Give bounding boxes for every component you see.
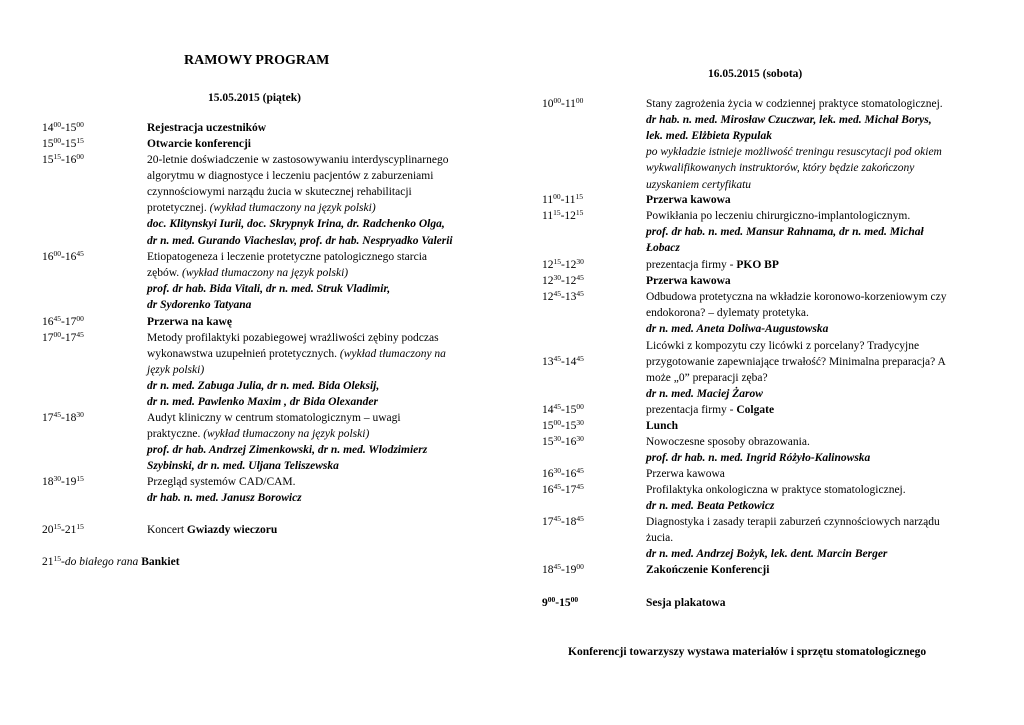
page-title: RAMOWY PROGRAM (184, 53, 330, 68)
start-hour: 18 (42, 476, 54, 488)
entry-text: protetycznej. (147, 202, 210, 215)
start-hour: 15 (542, 436, 554, 448)
end-hour: -19 (561, 564, 577, 576)
start-minutes: 00 (53, 330, 61, 339)
start-minutes: 15 (53, 554, 61, 563)
time-range (42, 121, 84, 137)
end-hour: -18 (61, 412, 77, 424)
entry-line: język polski) (147, 364, 205, 377)
time-range (42, 315, 84, 331)
entry-text: Koncert (147, 524, 187, 536)
start-hour: 10 (542, 98, 554, 110)
time-range (542, 483, 584, 499)
end-hour: -11 (560, 194, 576, 206)
entry-line: dr n. med. Gurando Viacheslav, prof. dr hab. Nespryadko Valerii (147, 234, 453, 247)
start-minutes: 45 (553, 514, 561, 523)
entry-highlight: PKO BP (736, 259, 779, 271)
entry-line: może „0” preparacji zęba? (646, 372, 768, 385)
entry-line: wykwalifikowanych instruktorów, który będzie zakończony (646, 162, 915, 175)
entry-line: dr hab. n. med. Janusz Borowicz (147, 492, 302, 505)
end-minutes: 30 (576, 434, 584, 443)
entry-line: Przegląd systemów CAD/CAM. (147, 476, 296, 488)
start-minutes: 45 (553, 354, 561, 364)
time-range (542, 435, 584, 451)
entry-line: Powikłania po leczeniu chirurgiczno-implantologicznym. (646, 210, 911, 222)
start-minutes: 45 (53, 410, 61, 419)
start-hour: 18 (542, 564, 554, 576)
entry-line: Odbudowa protetyczna na wkładzie koronowo-korzeniowym czy (646, 291, 947, 303)
exhibition-footer: Konferencji towarzyszy wystawa materiałów i sprzętu stomatologicznego (568, 646, 927, 658)
time-range (542, 563, 584, 579)
time-range (42, 250, 84, 266)
start-hour: 16 (542, 468, 554, 480)
start-minutes: 30 (553, 273, 561, 282)
end-hour: -13 (561, 291, 577, 303)
end-hour: -15 (561, 404, 577, 416)
start-minutes: 45 (553, 562, 561, 571)
entry-line: Diagnostyka i zasady terapii zaburzeń czynnościowych narządu (646, 516, 940, 528)
entry-line (646, 258, 779, 274)
end-minutes: 00 (576, 402, 584, 411)
end-minutes: 45 (76, 249, 84, 258)
end-minutes: 45 (576, 354, 584, 364)
start-hour: 15 (42, 154, 54, 166)
end-minutes: 30 (576, 418, 584, 427)
start-hour: 16 (42, 316, 54, 328)
start-minutes: 00 (553, 96, 561, 105)
entry-line: prof. dr hab. Andrzej Zimenkowski, dr n. med. Wlodzimierz (147, 444, 428, 457)
end-hour: -17 (61, 316, 77, 328)
entry-line: Metody profilaktyki pozabiegowej wrażliwości zębiny podczas (147, 332, 439, 344)
start-minutes: 30 (553, 466, 561, 475)
end-minutes: 15 (575, 208, 584, 217)
start-hour: 12 (542, 291, 554, 303)
time-range (542, 467, 584, 483)
start-minutes: 45 (53, 314, 61, 323)
end-hour: -18 (561, 516, 577, 528)
entry-text: prezentacja firmy - (646, 259, 737, 271)
time-range (542, 274, 584, 290)
entry-line: żucia. (646, 532, 674, 545)
start-minutes: 00 (553, 192, 561, 201)
start-hour: 21 (42, 556, 54, 568)
time-range (542, 290, 584, 306)
end-hour: -16 (561, 436, 577, 448)
end-hour: -15 (61, 122, 77, 134)
entry-line: dr n. med. Beata Petkowicz (646, 500, 775, 513)
entry-line: Przerwa kawowa (646, 275, 731, 287)
time-range (542, 97, 583, 113)
translation-note: (wykład tłumaczony na język polski) (182, 267, 349, 280)
banquet-note: -do białego rana (61, 556, 142, 568)
entry-line (147, 427, 369, 443)
start-hour: 14 (42, 122, 54, 134)
start-hour: 13 (542, 356, 554, 369)
end-minutes: 45 (576, 482, 584, 491)
time-range (542, 355, 584, 371)
start-hour: 17 (42, 332, 54, 344)
entry-highlight: Gwiazdy wieczoru (186, 524, 278, 536)
start-hour: 17 (542, 516, 554, 528)
entry-line: prof. dr hab. n. med. Mansur Rahnama, dr n. med. Michał (646, 226, 924, 239)
entry-line: Otwarcie konferencji (147, 138, 252, 150)
start-hour: 16 (42, 251, 54, 263)
end-hour: -16 (61, 154, 77, 166)
end-hour: -12 (561, 259, 577, 271)
entry-line: endokorona? – dylematy protetyka. (646, 307, 809, 320)
end-minutes: 15 (575, 192, 583, 201)
start-hour: 14 (542, 404, 554, 416)
entry-line: Przerwa kawowa (646, 194, 731, 206)
entry-line: dr n. med. Aneta Doliwa-Augustowska (646, 323, 829, 336)
translation-note: (wykład tłumaczony na język polski) (203, 428, 370, 441)
entry-line: prof. dr hab. Bida Vitali, dr n. med. Struk Vladimir, (147, 283, 391, 296)
end-hour: -17 (561, 484, 577, 496)
end-hour: -16 (561, 468, 577, 480)
time-range (42, 137, 84, 153)
entry-line: Nowoczesne sposoby obrazowania. (646, 436, 810, 448)
time-range (42, 523, 84, 539)
entry-line: 20-letnie doświadczenie w zastosowywaniu interdyscyplinarnego (147, 154, 449, 166)
translation-note: (wykład tłumaczony na (339, 348, 446, 361)
end-hour: -16 (61, 251, 77, 263)
entry-line: lek. med. Elżbieta Rypulak (646, 130, 772, 143)
time-range (42, 331, 84, 347)
start-hour: 12 (542, 275, 554, 287)
start-minutes: 45 (553, 402, 561, 411)
entry-line: Lunch (646, 420, 678, 432)
time-range (542, 258, 584, 274)
entry-line (646, 403, 774, 419)
start-minutes: 45 (553, 482, 561, 491)
entry-line: Sesja plakatowa (646, 597, 726, 609)
start-hour: 9 (542, 597, 548, 609)
entry-line (147, 523, 277, 539)
end-minutes: 00 (575, 96, 584, 105)
entry-line: dr n. med. Andrzej Bożyk, lek. dent. Marcin Berger (646, 548, 888, 561)
end-hour: -15 (61, 138, 77, 150)
entry-line: czynnościowymi narządu żucia w skutecznej rehabilitacji (147, 186, 412, 199)
end-hour: -15 (561, 420, 577, 432)
entry-line: doc. Klitynskyi Iurii, doc. Skrypnyk Irina, dr. Radchenko Olga, (147, 218, 445, 231)
entry-line (147, 347, 446, 363)
start-minutes: 00 (53, 120, 61, 129)
end-hour: -17 (61, 332, 77, 344)
start-minutes: 30 (553, 434, 561, 443)
end-minutes: 00 (76, 120, 84, 129)
entry-highlight: Colgate (736, 404, 775, 416)
end-minutes: 45 (76, 330, 84, 339)
entry-line: Stany zagrożenia życia w codziennej praktyce stomatologicznej. (646, 98, 943, 110)
entry-line: Licówki z kompozytu czy licówki z porcelany? Tradycyjne (646, 340, 920, 352)
entry-line: dr n. med. Maciej Żarow (646, 388, 763, 401)
end-minutes: 00 (576, 562, 584, 571)
time-range (542, 209, 583, 225)
end-hour: -15 (555, 597, 571, 609)
start-minutes: 00 (53, 249, 61, 258)
start-minutes: 45 (553, 289, 561, 298)
end-minutes: 00 (76, 152, 84, 161)
entry-line: po wykładzie istnieje możliwość treningu resuscytacji pod okiem (646, 146, 942, 159)
time-range (42, 475, 84, 491)
translation-note: (wykład tłumaczony na język polski) (209, 202, 376, 215)
end-minutes: 15 (76, 522, 84, 531)
end-hour: -21 (61, 524, 77, 536)
entry-line: Etiopatogeneza i leczenie protetyczne patologicznego starcia (147, 251, 428, 263)
entry-line: Łobacz (646, 242, 680, 255)
start-minutes: 15 (553, 208, 561, 217)
entry-line (147, 201, 376, 217)
start-minutes: 15 (53, 152, 61, 161)
time-range (542, 515, 584, 531)
entry-line: Rejestracja uczestników (147, 122, 267, 134)
banquet-entry (42, 555, 180, 571)
day1-date: 15.05.2015 (piątek) (208, 92, 301, 104)
time-range (542, 403, 584, 419)
entry-line: algorytmu w diagnostyce i leczeniu pacjentów z zaburzeniami (147, 170, 434, 183)
day2-date: 16.05.2015 (sobota) (708, 68, 803, 80)
start-hour: 15 (42, 138, 54, 150)
start-hour: 11 (542, 194, 554, 206)
entry-text: zębów. (147, 267, 183, 280)
time-range (542, 193, 583, 209)
entry-line: dr Sydorenko Tatyana (147, 299, 252, 312)
entry-line: przygotowanie zapewniające trwałość? Minimalna preparacja? A (646, 356, 946, 369)
entry-line: Przerwa na kawę (147, 316, 232, 328)
start-minutes: 00 (553, 418, 561, 427)
end-minutes: 30 (576, 257, 584, 266)
end-minutes: 45 (576, 273, 584, 282)
end-minutes: 45 (576, 466, 584, 475)
entry-line: Przerwa kawowa (646, 468, 725, 480)
end-hour: -11 (561, 98, 576, 110)
entry-line: prof. dr hab. n. med. Ingrid Różyło-Kalinowska (646, 452, 871, 465)
start-minutes: 00 (53, 136, 61, 145)
end-minutes: 00 (76, 314, 84, 323)
start-hour: 11 (542, 210, 554, 222)
start-hour: 17 (42, 412, 54, 424)
start-hour: 16 (542, 484, 554, 496)
end-minutes: 30 (76, 410, 84, 419)
end-minutes: 45 (576, 514, 584, 523)
time-range (42, 153, 84, 169)
end-minutes: 15 (76, 136, 84, 145)
time-range (42, 411, 84, 427)
entry-line: Zakończenie Konferencji (646, 564, 770, 576)
end-hour: -19 (61, 476, 77, 488)
start-hour: 20 (42, 524, 54, 536)
entry-text: prezentacja firmy - (646, 404, 737, 416)
start-minutes: 30 (53, 474, 61, 483)
entry-line: Audyt kliniczny w centrum stomatologicznym – uwagi (147, 412, 401, 424)
end-hour: -12 (561, 275, 577, 287)
entry-line: Profilaktyka onkologiczna w praktyce stomatologicznej. (646, 484, 906, 496)
start-hour: 12 (542, 259, 554, 271)
start-hour: 15 (542, 420, 554, 432)
entry-line: dr n. med. Pawlenko Maxim , dr Bida Olexander (147, 396, 378, 409)
entry-line (147, 266, 348, 282)
entry-line: uzyskaniem certyfikatu (646, 178, 752, 191)
entry-text: praktyczne. (147, 428, 204, 441)
entry-text: wykonawstwa uzupełnień protetycznych. (147, 348, 340, 361)
entry-line: dr n. med. Zabuga Julia, dr n. med. Bida Oleksij, (147, 380, 380, 393)
end-hour: -14 (561, 356, 577, 369)
end-hour: -12 (560, 210, 576, 222)
time-range (542, 419, 584, 435)
start-minutes: 15 (553, 257, 561, 266)
entry-line: Szybinski, dr n. med. Uljana Teliszewska (147, 460, 339, 473)
end-minutes: 15 (76, 474, 84, 483)
start-minutes: 15 (53, 522, 61, 531)
start-minutes: 00 (547, 595, 556, 604)
banquet-label: Bankiet (141, 556, 180, 568)
entry-line: dr hab. n. med. Mirosław Czuczwar, lek. med. Michał Borys, (646, 114, 932, 127)
end-minutes: 45 (576, 289, 584, 298)
time-range (542, 596, 578, 612)
end-minutes: 00 (570, 595, 579, 604)
